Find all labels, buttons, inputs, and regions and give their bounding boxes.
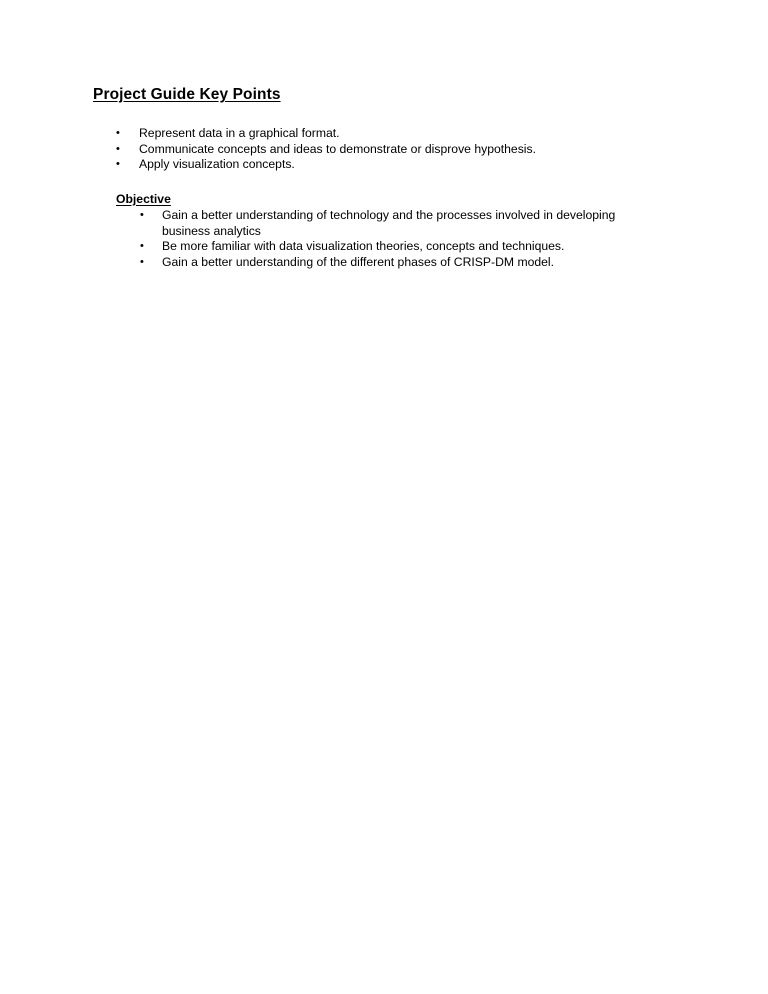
objective-heading: Objective <box>116 192 171 206</box>
bullet-icon: • <box>116 127 120 139</box>
bullet-icon: • <box>140 255 144 268</box>
list-item <box>116 126 699 142</box>
list-item <box>116 157 699 173</box>
list-item-text: Be more familiar with data visualization theories, concepts and techniques. <box>162 239 565 253</box>
list-item-text: Represent data in a graphical format. <box>139 126 340 140</box>
list-item-text: Communicate concepts and ideas to demonstrate or disprove hypothesis. <box>139 141 536 156</box>
list-item <box>140 208 662 239</box>
bullet-icon: • <box>116 142 120 155</box>
bullet-icon: • <box>116 158 120 170</box>
key-points-list <box>116 126 699 173</box>
list-item-text: Gain a better understanding of the different phases of CRISP-DM model. <box>162 254 555 269</box>
bullet-icon: • <box>140 240 144 252</box>
list-item <box>116 141 699 158</box>
list-item-text: Apply visualization concepts. <box>139 157 295 171</box>
page-title: Project Guide Key Points <box>93 86 281 103</box>
objective-list <box>140 208 662 270</box>
list-item-text: Gain a better understanding of technology and the processes involved in developing business analytics <box>162 208 616 238</box>
list-item <box>140 254 662 271</box>
list-item <box>140 239 662 255</box>
bullet-icon: • <box>140 209 144 221</box>
